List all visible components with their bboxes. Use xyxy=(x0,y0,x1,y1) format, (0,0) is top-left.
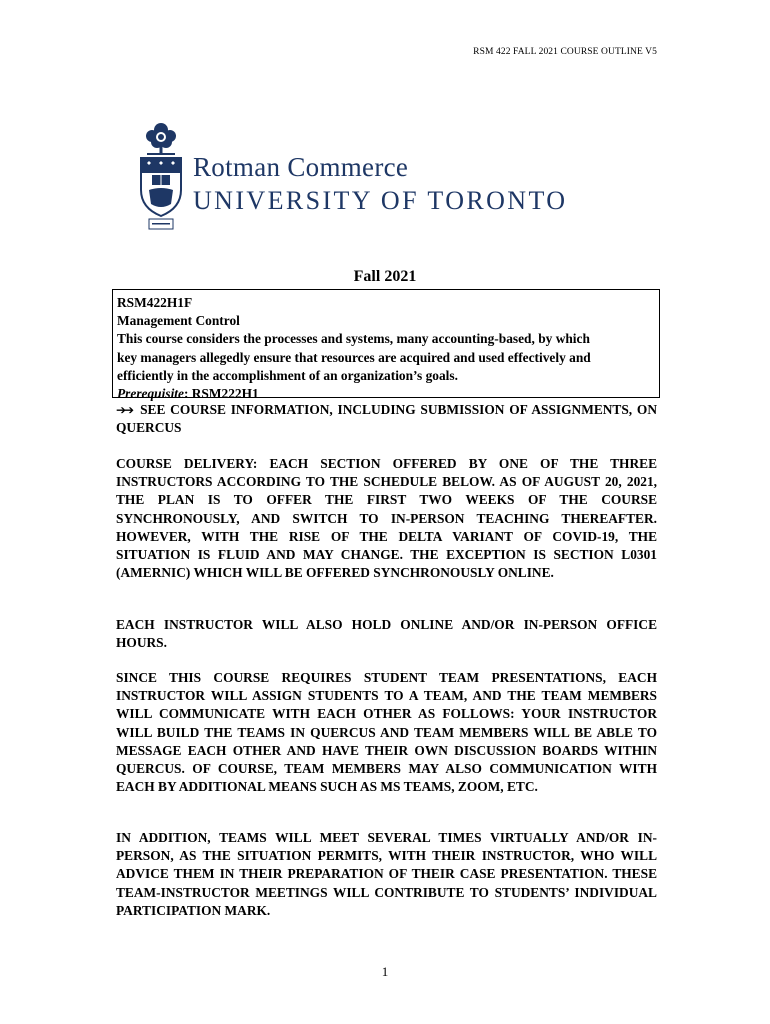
term-title: Fall 2021 xyxy=(353,268,417,285)
logo-line-university: UNIVERSITY OF TORONTO xyxy=(193,186,568,215)
university-crest-icon xyxy=(135,120,187,234)
team-meetings-paragraph xyxy=(116,829,657,920)
see-course-info-notice xyxy=(116,401,657,437)
course-code: RSM422H1F xyxy=(117,295,193,310)
rotman-logo xyxy=(135,120,615,235)
running-header: RSM 422 FALL 2021 COURSE OUTLINE V5 xyxy=(473,47,657,57)
team-meetings-text: IN ADDITION, TEAMS WILL MEET SEVERAL TIMES VIRTUALLY AND/OR IN-PERSON, AS THE SITUATION PERMITS, WITH THEIR INSTRUCTOR, WHO WILL ADVICE THEM IN THEIR PREPARATION OF THEIR CASE PRESENTATION. THESE TEAM-INSTRUCTOR MEETINGS WILL CONTRIBUTE TO STUDENTS’ INDIVIDUAL PARTICIPATION MARK. xyxy=(116,830,657,918)
logo-line-rotman: Rotman Commerce xyxy=(193,152,409,182)
teams-text: SINCE THIS COURSE REQUIRES STUDENT TEAM PRESENTATIONS, EACH INSTRUCTOR WILL ASSIGN STUDENTS TO A TEAM, AND THE TEAM MEMBERS WILL COMMUNICATE WITH EACH OTHER AS FOLLOWS: YOUR INSTRUCTOR WILL BUILD THE TEAMS IN QUERCUS AND TEAM MEMBERS WILL BE ABLE TO MESSAGE EACH OTHER AND HAVE THEIR OWN DISCUSSION BOARDS WITHIN QUERCUS. OF COURSE, TEAM MEMBERS MAY ALSO COMMUNICATION WITH EACH BY ADDITIONAL MEANS SUCH AS MS TEAMS, ZOOM, ETC. xyxy=(116,670,657,795)
course-delivery-paragraph xyxy=(116,455,657,582)
office-hours-paragraph xyxy=(116,616,657,652)
prerequisite-label: Prerequisite xyxy=(117,386,184,402)
course-description-line: This course considers the processes and systems, many accounting-based, by which xyxy=(117,331,590,347)
course-description-line: key managers allegedly ensure that resources are acquired and used effectively and xyxy=(117,349,591,365)
course-name: Management Control xyxy=(117,313,240,329)
page-number: 1 xyxy=(381,964,389,979)
see-info-text: SEE COURSE INFORMATION, INCLUDING SUBMISSION OF ASSIGNMENTS, ON QUERCUS xyxy=(116,402,657,436)
office-hours-text: EACH INSTRUCTOR WILL ALSO HOLD ONLINE AND/OR IN-PERSON OFFICE HOURS. xyxy=(116,617,657,651)
course-delivery-text: COURSE DELIVERY: EACH SECTION OFFERED BY ONE OF THE THREE INSTRUCTORS ACCORDING TO THE SCHEDULE BELOW. AS OF AUGUST 20, 2021, THE PLAN IS TO OFFER THE FIRST TWO WEEKS OF THE COURSE SYNCHRONOUSLY, AND SWITCH TO IN-PERSON TEACHING THEREAFTER. HOWEVER, WITH THE RISE OF THE DELTA VARIANT OF COVID-19, THE SITUATION IS FLUID AND MAY CHANGE. THE EXCEPTION IS SECTION L0301 (AMERNIC) WHICH WILL BE OFFERED SYNCHRONOUSLY ONLINE. xyxy=(116,456,657,581)
teams-paragraph xyxy=(116,669,657,796)
prerequisite-value: : RSM222H1 xyxy=(183,386,259,402)
double-arrow-icon: ➔➔ xyxy=(116,403,133,417)
course-description-line: efficiently in the accomplishment of an organization’s goals. xyxy=(117,367,458,383)
course-info-box xyxy=(112,289,660,402)
